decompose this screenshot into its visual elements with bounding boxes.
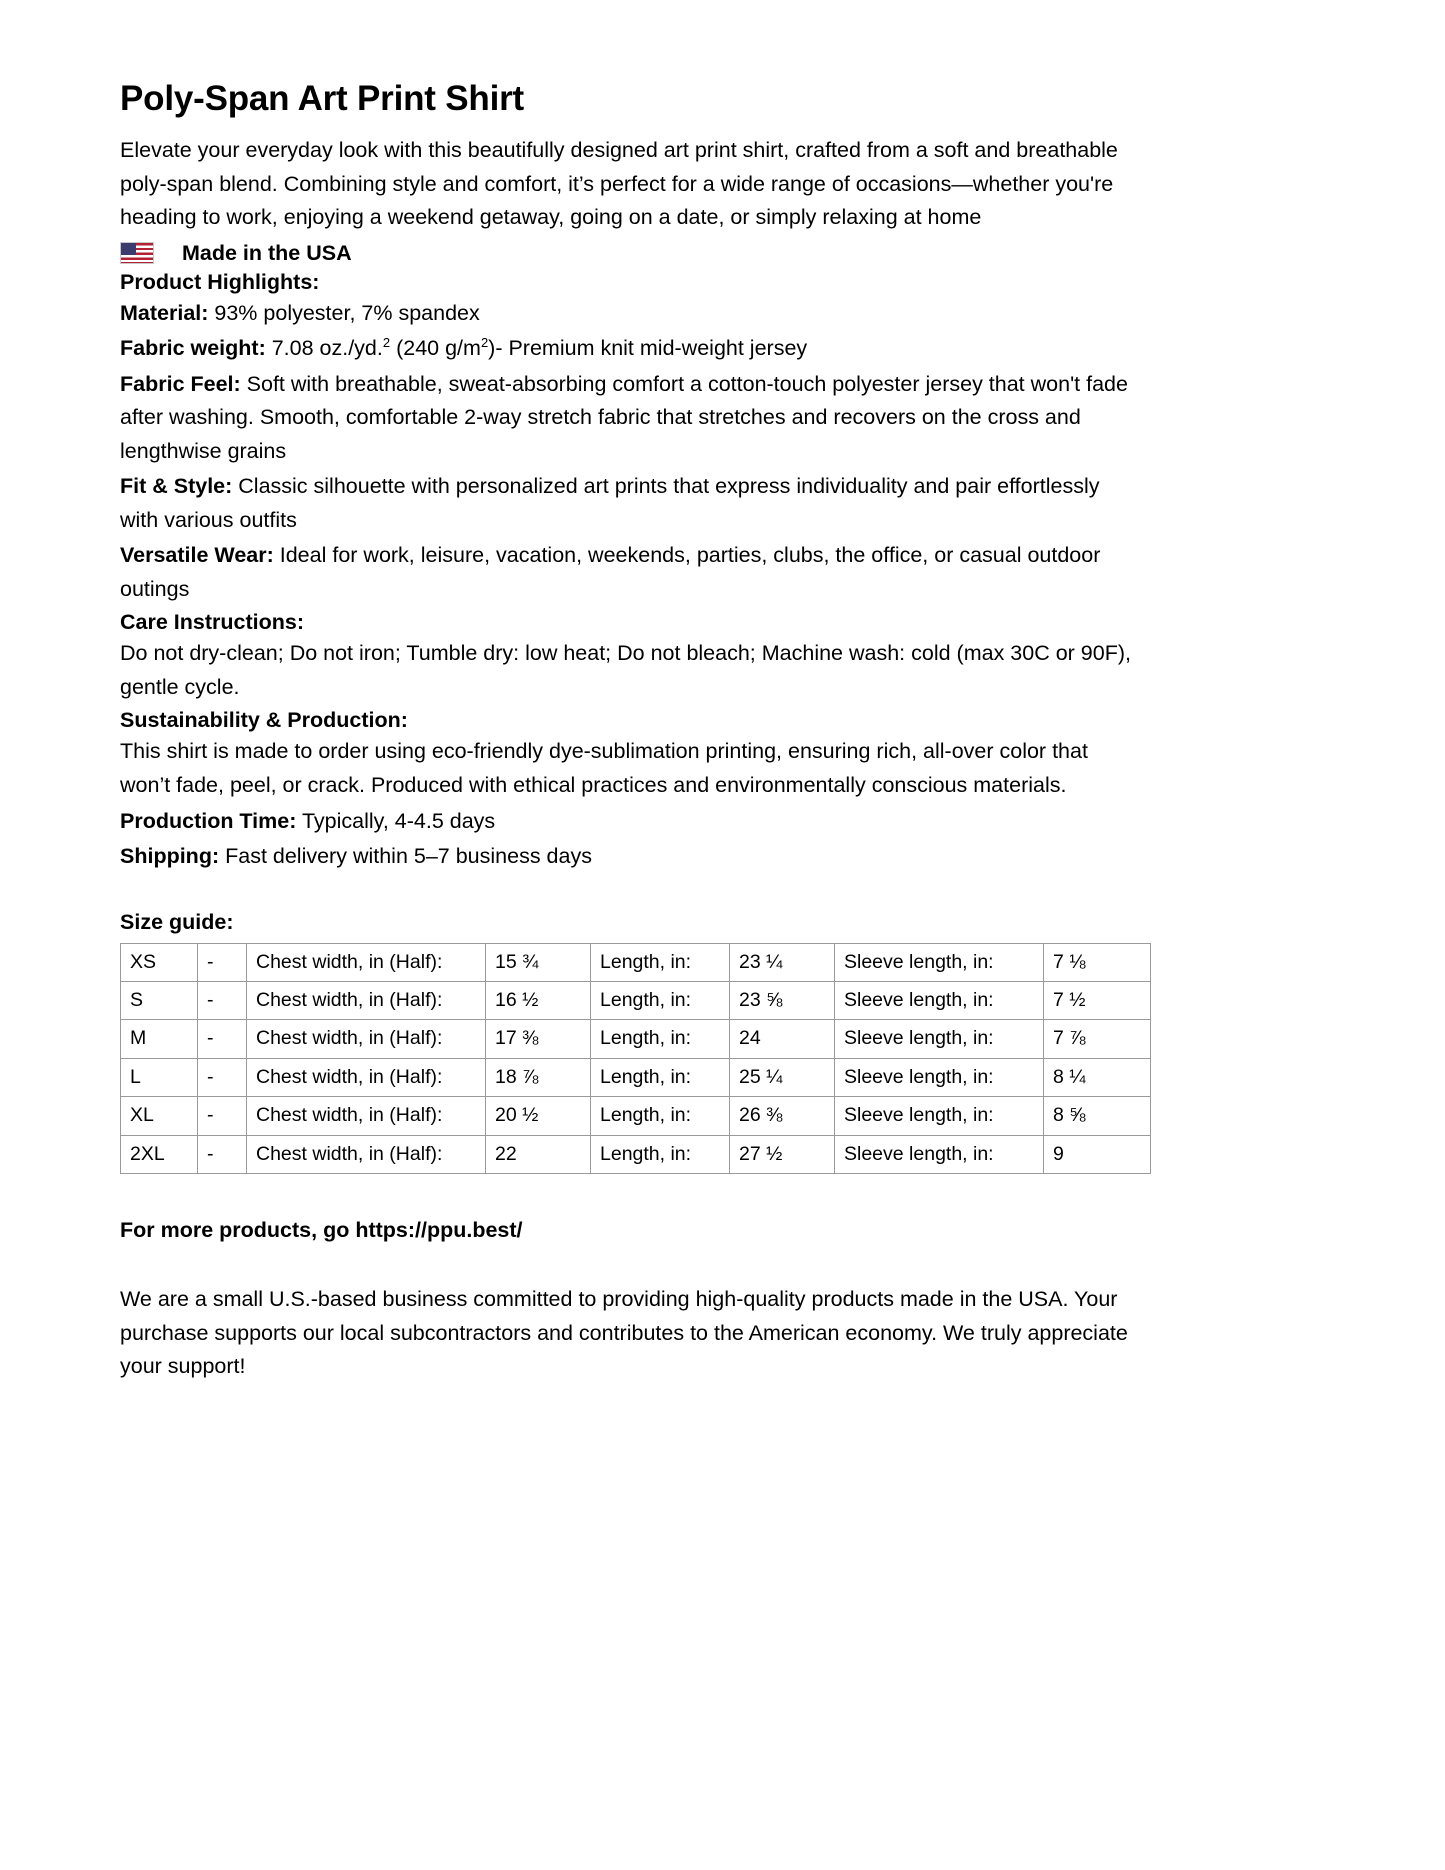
table-row	[121, 1020, 1151, 1058]
shipping-value: Fast delivery within 5–7 business days	[219, 844, 592, 869]
row-length-value: 27 ½	[730, 1135, 835, 1173]
row-length-label: Length, in:	[591, 1020, 730, 1058]
row-size: XL	[121, 1097, 198, 1135]
spec-versatile-wear-value: Ideal for work, leisure, vacation, weekends, parties, clubs, the office, or casual outdoor outings	[120, 543, 1101, 601]
intro-paragraph: Elevate your everyday look with this beautifully designed art print shirt, crafted from a soft and breathable poly-span blend. Combining style and comfort, it’s perfect for a wide range of occasions—whether you're heading to work, enjoying a weekend getaway, going on a date, or simply relaxing at home	[120, 138, 1118, 230]
spec-material-label: Material:	[120, 300, 209, 325]
spec-fit-style-value: Classic silhouette with personalized art prints that express individuality and pair effortlessly with various outfits	[120, 474, 1100, 532]
row-sleeve-label: Sleeve length, in:	[835, 1020, 1044, 1058]
row-sleeve-value: 7 ⅛	[1044, 943, 1151, 981]
table-row	[121, 1097, 1151, 1135]
row-size: 2XL	[121, 1135, 198, 1173]
row-size: XS	[121, 943, 198, 981]
row-dash: -	[198, 1058, 247, 1096]
row-length-value: 23 ¼	[730, 943, 835, 981]
production-time-line	[120, 805, 1135, 839]
care-instructions-heading: Care Instructions:	[120, 610, 304, 635]
row-sleeve-value: 7 ½	[1044, 981, 1151, 1019]
spec-fabric-weight-label: Fabric weight:	[120, 336, 266, 361]
spec-fabric-feel-value: Soft with breathable, sweat-absorbing comfort a cotton-touch polyester jersey that won't fade after washing. Smooth, comfortable 2-way stretch fabric that stretches and recovers on the cross and lengthwise grains	[120, 371, 1128, 463]
closing-paragraph: We are a small U.S.-based business committed to providing high-quality products made in the USA. Your purchase supports our local subcontractors and contributes to the American economy. We truly appreciate your support!	[120, 1287, 1128, 1379]
row-size: M	[121, 1020, 198, 1058]
row-sleeve-value: 9	[1044, 1135, 1151, 1173]
row-dash: -	[198, 943, 247, 981]
row-length-label: Length, in:	[591, 1058, 730, 1096]
row-chest-value: 20 ½	[486, 1097, 591, 1135]
row-length-label: Length, in:	[591, 1097, 730, 1135]
spec-fabric-weight-value-3: )- Premium knit mid-weight jersey	[488, 336, 808, 361]
care-instructions-text: Do not dry-clean; Do not iron; Tumble dry: low heat; Do not bleach; Machine wash: cold (max 30C or 90F), gentle cycle.	[120, 641, 1131, 699]
sustainability-text: This shirt is made to order using eco-friendly dye-sublimation printing, ensuring rich, all-over color that won’t fade, peel, or crack. Produced with ethical practices and environmentally conscious materials.	[120, 739, 1088, 797]
spec-versatile-wear	[120, 539, 1135, 606]
usa-flag-icon	[120, 242, 154, 264]
more-products-line: For more products, go https://ppu.best/	[120, 1218, 523, 1243]
sustainability-heading: Sustainability & Production:	[120, 708, 408, 733]
size-guide-table	[120, 943, 1151, 1175]
made-in-usa-line	[120, 241, 1325, 266]
shipping-line	[120, 840, 1135, 874]
row-chest-value: 15 ¾	[486, 943, 591, 981]
size-guide-heading: Size guide:	[120, 909, 234, 934]
row-sleeve-label: Sleeve length, in:	[835, 943, 1044, 981]
spec-fabric-weight-sup-2: 2	[480, 334, 489, 350]
spec-versatile-wear-label: Versatile Wear:	[120, 543, 274, 568]
shipping-label: Shipping:	[120, 844, 220, 869]
row-chest-value: 22	[486, 1135, 591, 1173]
spec-fabric-weight-sup-1: 2	[382, 334, 391, 350]
row-sleeve-label: Sleeve length, in:	[835, 1097, 1044, 1135]
row-chest-value: 18 ⅞	[486, 1058, 591, 1096]
spec-fabric-feel	[120, 368, 1135, 469]
row-chest-label: Chest width, in (Half):	[247, 981, 486, 1019]
spec-fit-style	[120, 470, 1135, 537]
table-row	[121, 943, 1151, 981]
product-highlights-heading: Product Highlights:	[120, 269, 320, 294]
table-row	[121, 981, 1151, 1019]
table-row	[121, 1058, 1151, 1096]
row-length-label: Length, in:	[591, 981, 730, 1019]
row-sleeve-value: 8 ⅝	[1044, 1097, 1151, 1135]
row-chest-label: Chest width, in (Half):	[247, 1020, 486, 1058]
spec-fabric-weight	[120, 332, 1135, 366]
row-dash: -	[198, 1135, 247, 1173]
row-length-value: 24	[730, 1020, 835, 1058]
row-sleeve-label: Sleeve length, in:	[835, 1058, 1044, 1096]
row-length-label: Length, in:	[591, 943, 730, 981]
spec-material-value: 93% polyester, 7% spandex	[208, 300, 480, 325]
row-chest-value: 16 ½	[486, 981, 591, 1019]
spec-fabric-weight-value-2: (240 g/m	[390, 336, 481, 361]
row-chest-value: 17 ⅜	[486, 1020, 591, 1058]
row-sleeve-label: Sleeve length, in:	[835, 1135, 1044, 1173]
row-chest-label: Chest width, in (Half):	[247, 1135, 486, 1173]
row-size: L	[121, 1058, 198, 1096]
page-title: Poly-Span Art Print Shirt	[120, 79, 525, 118]
row-dash: -	[198, 981, 247, 1019]
row-chest-label: Chest width, in (Half):	[247, 943, 486, 981]
row-length-value: 23 ⅝	[730, 981, 835, 1019]
row-chest-label: Chest width, in (Half):	[247, 1058, 486, 1096]
spec-fabric-feel-label: Fabric Feel:	[120, 371, 241, 396]
row-length-label: Length, in:	[591, 1135, 730, 1173]
row-length-value: 25 ¼	[730, 1058, 835, 1096]
spec-fit-style-label: Fit & Style:	[120, 474, 233, 499]
production-time-label: Production Time:	[120, 808, 297, 833]
row-sleeve-value: 8 ¼	[1044, 1058, 1151, 1096]
row-length-value: 26 ⅜	[730, 1097, 835, 1135]
row-dash: -	[198, 1020, 247, 1058]
made-in-usa-label: Made in the USA	[182, 240, 352, 265]
row-chest-label: Chest width, in (Half):	[247, 1097, 486, 1135]
production-time-value: Typically, 4-4.5 days	[296, 808, 496, 833]
table-row	[121, 1135, 1151, 1173]
spec-material	[120, 297, 1135, 331]
spec-fabric-weight-value-1: 7.08 oz./yd.	[265, 336, 383, 361]
row-size: S	[121, 981, 198, 1019]
row-sleeve-label: Sleeve length, in:	[835, 981, 1044, 1019]
row-sleeve-value: 7 ⅞	[1044, 1020, 1151, 1058]
row-dash: -	[198, 1097, 247, 1135]
